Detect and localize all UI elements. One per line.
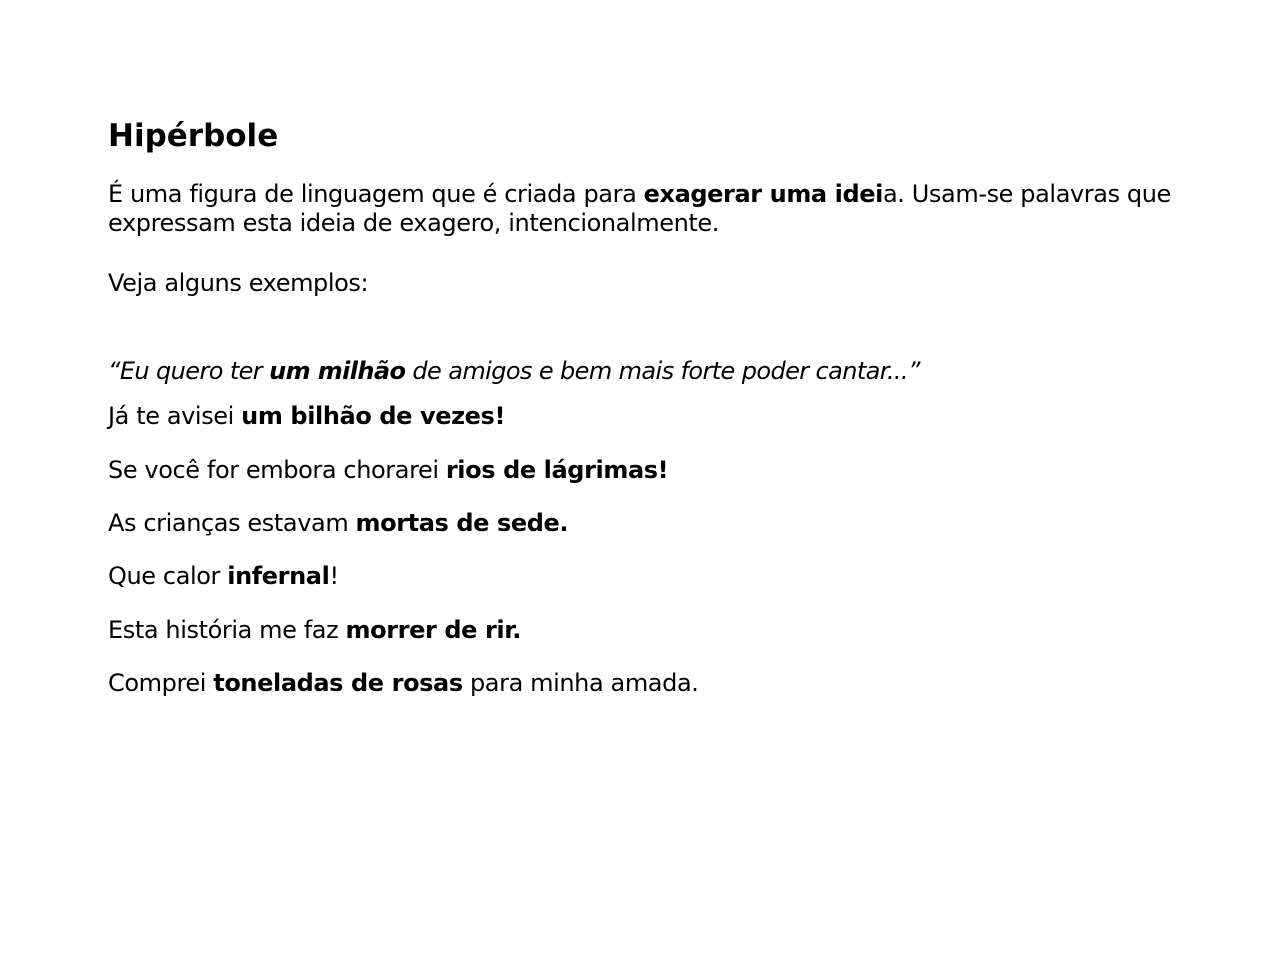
example-text-end: ! bbox=[329, 562, 339, 590]
intro-paragraph bbox=[108, 180, 1198, 238]
example-text: Esta história me faz bbox=[108, 616, 346, 644]
example-item bbox=[108, 401, 505, 431]
example-emphasis: rios de lágrimas! bbox=[445, 456, 669, 484]
example-text: As crianças estavam bbox=[108, 509, 356, 537]
example-text: Já te avisei bbox=[108, 402, 242, 430]
example-item bbox=[108, 561, 339, 591]
intro-emphasis: exagerar uma idei bbox=[643, 180, 883, 208]
quote-emphasis: um milhão bbox=[269, 357, 406, 385]
example-item bbox=[108, 615, 521, 645]
example-text: Que calor bbox=[108, 562, 228, 590]
example-emphasis: mortas de sede. bbox=[355, 509, 569, 537]
example-emphasis: morrer de rir. bbox=[345, 616, 521, 644]
quote-text-end: de amigos e bem mais forte poder cantar...” bbox=[405, 357, 920, 385]
quote-text: “Eu quero ter bbox=[108, 357, 270, 385]
example-item bbox=[108, 455, 668, 485]
example-text-end: para minha amada. bbox=[462, 669, 699, 697]
quote-example bbox=[108, 356, 920, 386]
example-item bbox=[108, 508, 568, 538]
example-emphasis: infernal bbox=[227, 562, 330, 590]
intro-text-end: a. Usam-se palavras que expressam esta ideia de exagero, intencionalmente. bbox=[108, 180, 1171, 237]
page-title: Hipérbole bbox=[108, 118, 279, 154]
intro-text: É uma figura de linguagem que é criada para bbox=[108, 180, 644, 208]
examples-lead: Veja alguns exemplos: bbox=[108, 269, 369, 297]
example-emphasis: um bilhão de vezes! bbox=[241, 402, 505, 430]
example-item bbox=[108, 668, 698, 698]
example-text: Comprei bbox=[108, 669, 214, 697]
example-emphasis: toneladas de rosas bbox=[213, 669, 463, 697]
example-text: Se você for embora chorarei bbox=[108, 456, 446, 484]
